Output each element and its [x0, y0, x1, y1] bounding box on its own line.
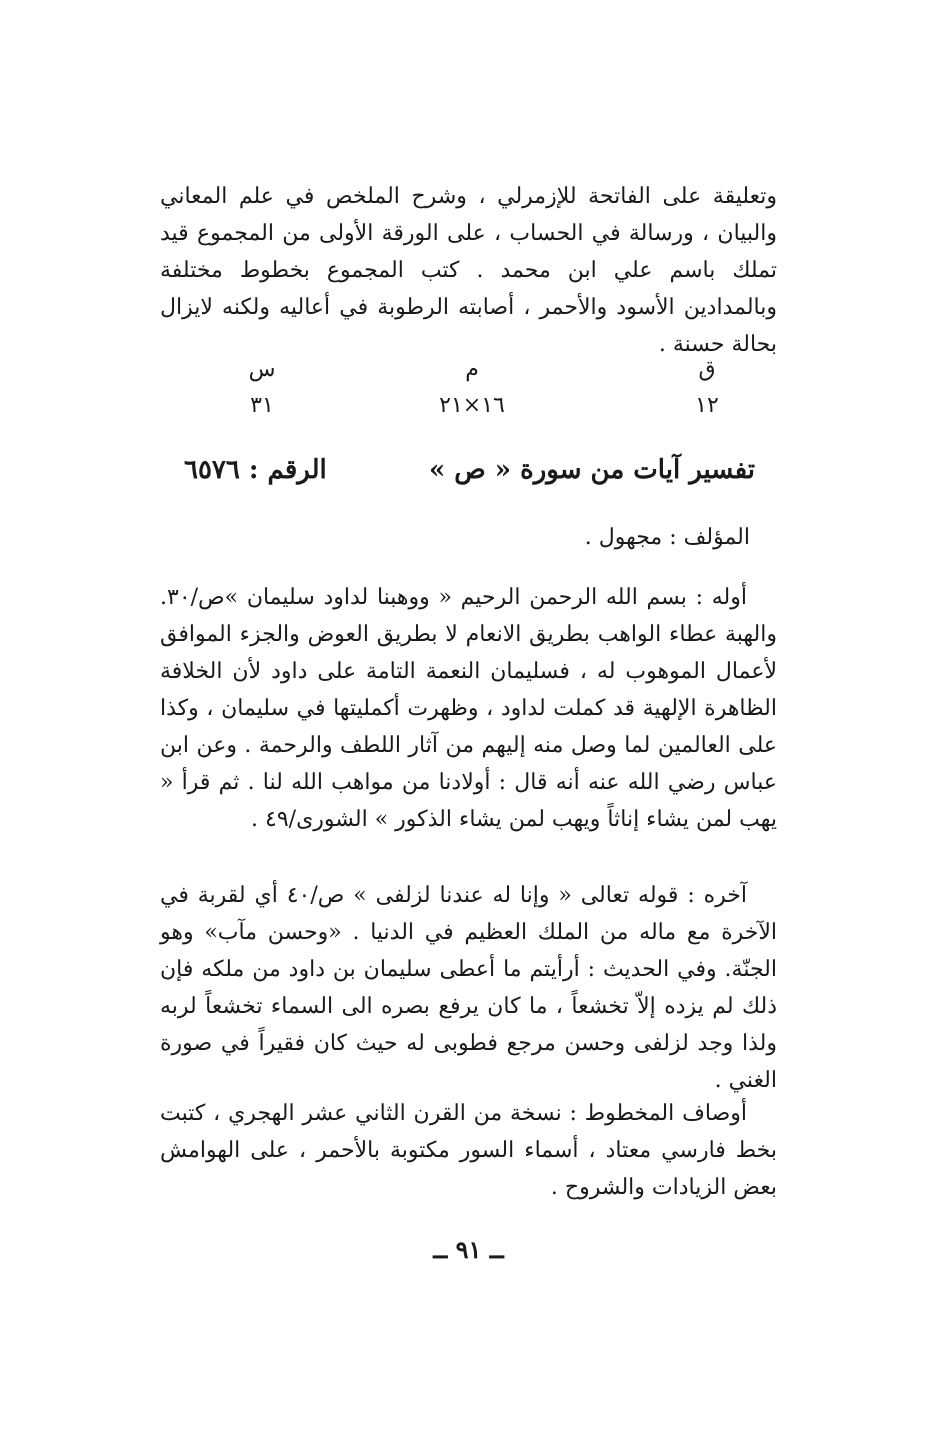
- spec-label: س: [248, 357, 276, 382]
- previous-entry-description: [160, 178, 777, 357]
- page-number: ــ ٩١ ــ: [433, 1235, 504, 1264]
- entry-explicit-block: [160, 877, 777, 1099]
- entry-title: تفسير آيات من سورة « ص »: [429, 455, 755, 485]
- entry-incipit-block: [160, 579, 777, 838]
- entry-heading: [160, 448, 777, 494]
- entry-number: الرقم : ٦٥٧٦: [184, 455, 327, 485]
- entry-explicit: آخره : قوله تعالى « وإنا له عندنا لزلفى » ص/٤٠ أي لقربة في الآخرة مع ماله من الملك العظيم في الدنيا . «وحسن مآب» وهو الجنّة. وفي الحديث : أرأيتم ما أعطى سليمان بن داود من ملكه فإن ذلك لم يزده إلاّ تخشعاً ، ما كان يرفع بصره الى السماء تخشعاً لربه ولذا وجد لزلفى وحسن مرجع فطوبى له حيث كان فقيراً في صورة الغني .: [160, 883, 777, 1093]
- spec-label: ق: [698, 357, 716, 382]
- spec-value: ١٢: [695, 393, 719, 418]
- spec-lines: [202, 352, 322, 424]
- entry-author: المؤلف : مجهول .: [584, 525, 750, 550]
- spec-size: [412, 352, 532, 424]
- spec-label: م: [465, 357, 479, 382]
- specs-table: [160, 352, 777, 432]
- entry-description-block: [160, 1095, 777, 1206]
- spec-value: ١٦×٢١: [439, 393, 505, 418]
- previous-entry-text: وتعليقة على الفاتحة للإزمرلي ، وشرح الملخص في علم المعاني والبيان ، ورسالة في الحساب ، على الورقة الأولى من المجموع قيد تملك باسم علي ابن محمد . كتب المجموع بخطوط مختلفة وبالمدادين الأسود والأحمر ، أصابته الرطوبة في أعاليه ولكنه لايزال بحالة حسنة .: [160, 184, 777, 357]
- spec-leaves: [647, 352, 767, 424]
- entry-description: أوصاف المخطوط : نسخة من القرن الثاني عشر الهجري ، كتبت بخط فارسي معتاد ، أسماء السور مكتوبة بالأحمر ، على الهوامش بعض الزيادات والشروح .: [160, 1101, 777, 1200]
- spec-value: ٣١: [250, 393, 274, 418]
- entry-incipit: أوله : بسم الله الرحمن الرحيم « ووهبنا لداود سليمان »ص/٣٠. والهبة عطاء الواهب بطريق الانعام لا بطريق العوض والجزء الموافق لأعمال الموهوب له ، فسليمان النعمة التامة على داود لأن الخلافة الظاهرة الإلهية قد كملت لداود ، وظهرت أكمليتها في سليمان ، وكذا على العالمين لما وصل منه إليهم من آثار اللطف والرحمة . وعن ابن عباس رضي الله عنه أنه قال : أولادنا من مواهب الله لنا . ثم قرأ « يهب لمن يشاء إناثاً ويهب لمن يشاء الذكور » الشورى/٤٩ .: [160, 585, 777, 832]
